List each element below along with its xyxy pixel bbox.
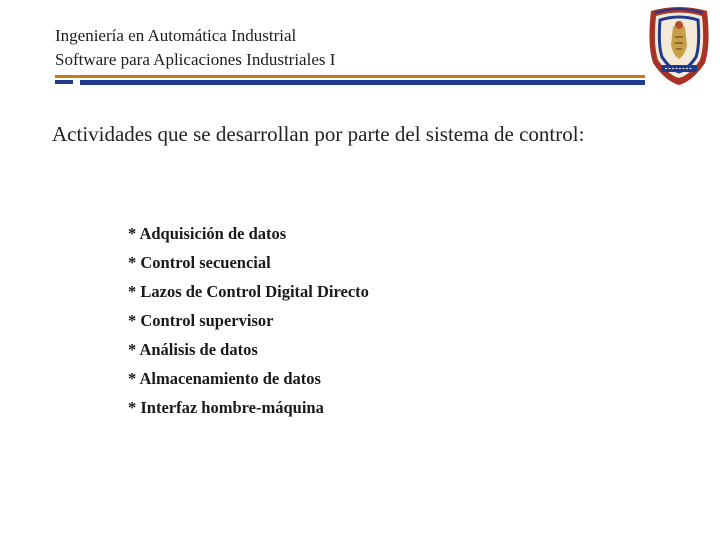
list-item: * Adquisición de datos: [128, 224, 287, 243]
university-crest-icon: [643, 5, 715, 87]
slide-title: Actividades que se desarrollan por parte del sistema de control:: [52, 122, 585, 146]
list-item: * Análisis de datos: [128, 340, 258, 359]
list-item: * Interfaz hombre-máquina: [128, 398, 324, 417]
list-item: * Almacenamiento de datos: [128, 369, 321, 388]
header-line-program: Ingeniería en Automática Industrial: [55, 26, 297, 45]
header-rule-orange: [55, 75, 645, 78]
list-item: * Control supervisor: [128, 311, 274, 330]
list-item: * Control secuencial: [128, 253, 271, 272]
header-rule-navy-short: [55, 80, 73, 84]
header-line-course: Software para Aplicaciones Industriales I: [55, 50, 336, 69]
slide-header: [55, 24, 335, 72]
activity-list: [128, 219, 369, 422]
header-rule-navy: [80, 80, 645, 85]
list-item: * Lazos de Control Digital Directo: [128, 282, 369, 301]
